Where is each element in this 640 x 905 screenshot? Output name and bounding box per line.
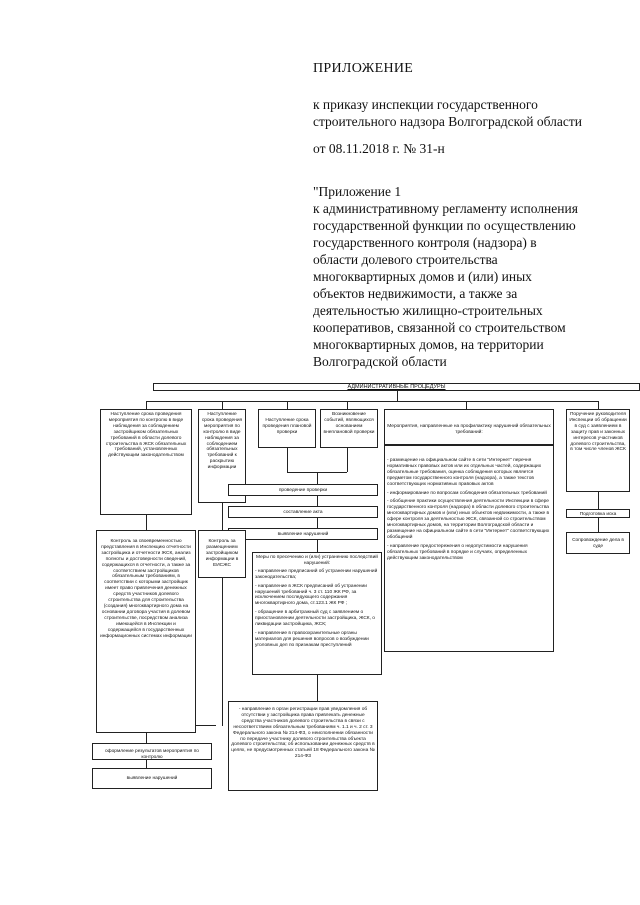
registration-notice-box: - направление в орган регистрации прав уведомления об отсутствии у застройщика права привлекать денежные средства участников долевого строительства в связи с несоответствием обязательным требованиям ч. 1.1 и ч. 2 ст. 3 Федерального закона № 214-ФЗ, о неисполнении обязанности по передаче участнику долевого строительства объекта долевого строительства; об использовании денежных средств в целях, не предусмотренных статьей 18 Федерального закона № 214-ФЗ bbox=[228, 701, 378, 791]
order-reference: к приказу инспекции государственного строительного надзора Волгоградской области bbox=[313, 97, 582, 129]
order-date-number: от 08.11.2018 г. № 31-н bbox=[313, 141, 445, 156]
prevention-header-box: Мероприятия, направленные на профилактику нарушений обязательных требований: bbox=[384, 409, 554, 445]
detect-violations-left-box: выявление нарушений bbox=[92, 768, 212, 789]
appendix-reference: "Приложение 1 к административному регламенту исполнения государственной функции по осуществлению государственного контроля (надзора) в области долевого строительства многоквартирных домов и (или) иных объектов недвижимости, а также за деятельностью жилищно-строительных кооперативов, связанной со строительством многоквартирных домов, на территории Волгоградской области bbox=[313, 184, 578, 369]
procedures-banner: АДМИНИСТРАТИВНЫЕ ПРОЦЕДУРЫ bbox=[153, 383, 640, 391]
page-title: ПРИЛОЖЕНИЕ bbox=[313, 61, 414, 76]
unplanned-inspection-box: Возникновение событий, являющихся основанием внеплановой проверки bbox=[320, 409, 378, 448]
prepare-claim-box: Подготовка иска bbox=[566, 509, 630, 518]
draw-up-act-box: составление акта bbox=[228, 506, 378, 518]
planned-inspection-box: Наступление срока проведения плановой проверки bbox=[258, 409, 316, 448]
col1-trigger-box: Наступление срока проведения мероприятия по контролю в виде наблюдения за соблюдением застройщиком обязательных требований в области долевого строительства в ЖСК обязательных требований, установленных действующим законодательством bbox=[100, 409, 192, 515]
detect-violations-box: выявление нарушений bbox=[228, 528, 378, 540]
col2-trigger-box: Наступление срока проведения мероприятия по контролю в виде наблюдения за соблюдением обязательных требований к раскрытию информации bbox=[198, 409, 246, 503]
court-support-box: Сопровождение дела в суде bbox=[566, 532, 630, 554]
control-results-box: оформление результатов мероприятия по контролю bbox=[92, 743, 212, 760]
conduct-inspection-box: проведение проверки bbox=[228, 484, 378, 496]
prevention-measures-box: - размещение на официальном сайте в сети "Интернет" перечня нормативных правовых актов или их отдельных частей, содержащих обязательные требования, оценка соблюдения которых является предметом государственного контроля (надзора), а также текстов соответствующих нормативных правовых актов - информирование по вопросам соблюдения обязательных требований - обобщение практики осуществления деятельности Инспекции в сфере государственного контроля (надзора) в области долевого строительства многоквартирных домов и (или) иных объектов недвижимости, а также в сфере контроля за деятельностью ЖСК, связанной со строительством многоквартирных домов, на территории Волгоградской области и размещение на официальном сайте в сети "Интернет" соответствующих обобщений - направление предостережения о недопустимости нарушения обязательных требований в порядке и случаях, определенных действующим законодательством bbox=[384, 445, 554, 652]
reporting-control-box: Контроль за своевременностью представления в Инспекцию отчетности застройщика и отчетности ЖСК, анализ полноты и достоверности сведений, содержащихся в отчетности, а также за соответствием застройщиков обязательным требованиям, в соответствии с которыми застройщик имеет право привлечения денежных средств участников долевого строительства для строительства (создания) многоквартирного дома на основании договора участия в долевом строительстве, посредством анализа имеющейся в Инспекции и содержащейся в государственных информационных системах информации bbox=[96, 530, 196, 733]
measures-box: Меры по пресечению и (или) устранению последствий нарушений: - направление предписаний об устранении нарушений законодательства; - направление в ЖСК предписаний об устранении нарушений требований ч. 3 ст. 110 ЖК РФ, за исключением последующего содержания многоквартирного дома, ст.123.1 ЖК РФ ; - обращение в арбитражный суд с заявлением о приостановлении деятельности застройщика, ЖСК, о ликвидации застройщика, ЖСК; - направление в правоохранительные органы материалов для решения вопросов о возбуждении уголовных дел по признакам преступлений bbox=[252, 552, 382, 675]
court-order-box: Поручение руководителя Инспекции об обращении в суд с заявлением в защиту прав и законных интересов участников долевого строительства, в том числе членов ЖСК bbox=[566, 409, 630, 492]
eisgs-control-box: Контроль за размещением застройщиком информации в ЕИСЖС bbox=[198, 530, 246, 578]
